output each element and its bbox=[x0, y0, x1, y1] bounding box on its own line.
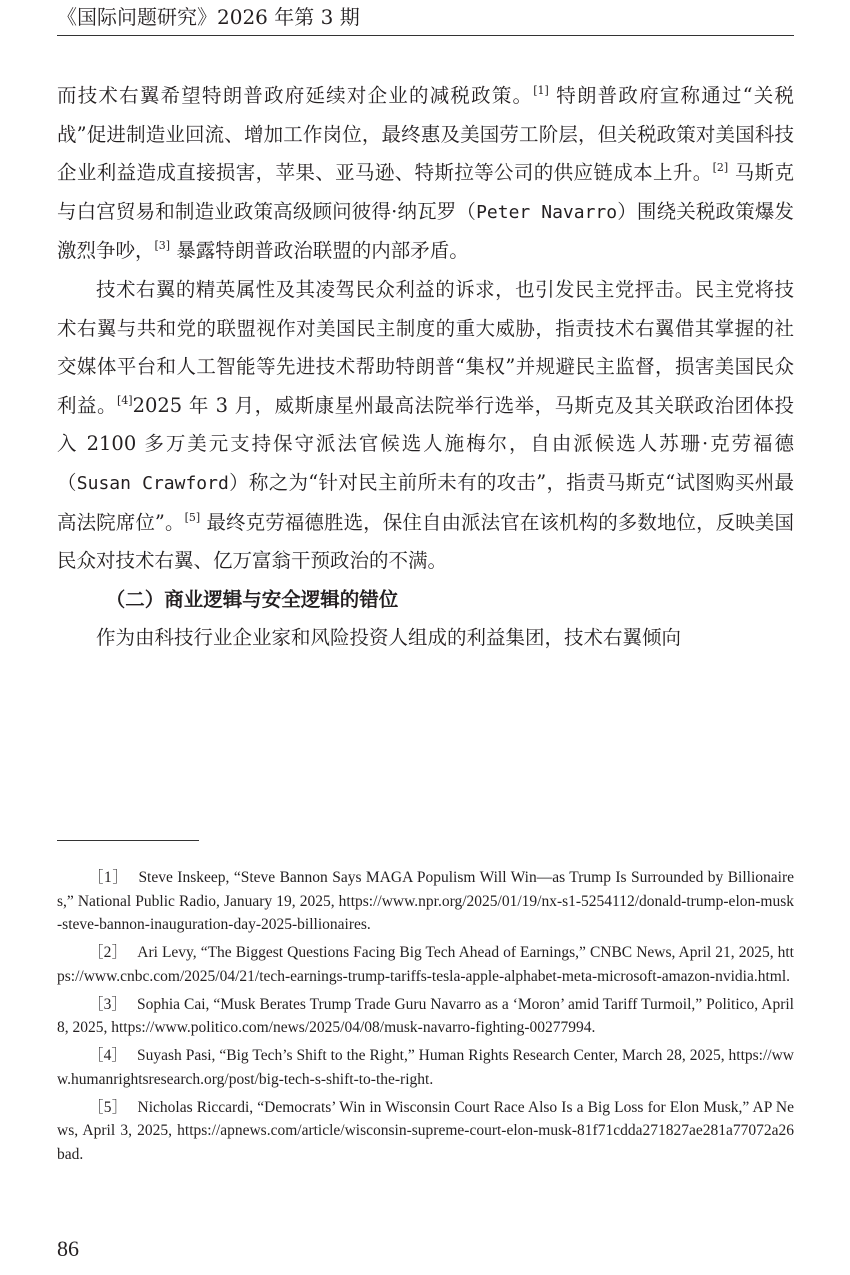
section-heading: （二）商业逻辑与安全逻辑的错位 bbox=[105, 587, 399, 611]
paragraph-3: 作为由科技行业企业家和风险投资人组成的利益集团，技术右翼倾向 bbox=[96, 626, 682, 650]
footnote-ref-5[interactable]: [5] bbox=[184, 510, 201, 524]
footnotes bbox=[57, 866, 794, 1171]
footnote-ref-4[interactable]: [4] bbox=[116, 393, 133, 407]
footnote-4: ［4］ Suyash Pasi, “Big Tech’s Shift to the Right,” Human Rights Research Center, March 28, 2025, https://www.humanrightsresearch.org/post/big-tech-s-shift-to-the-right. bbox=[57, 1047, 794, 1088]
footnote-3: ［3］ Sophia Cai, “Musk Berates Trump Trade Guru Navarro as a ‘Moron’ amid Tariff Turmoil,” Politico, April 8, 2025, https://www.politico.com/news/2025/04/08/musk-navarro-fighting-00277994. bbox=[57, 995, 794, 1036]
paragraph-1: 而技术右翼希望特朗普政府延续对企业的减税政策。[1] 特朗普政府宣称通过“关税战”促进制造业回流、增加工作岗位，最终惠及美国劳工阶层，但关税政策对美国科技企业利益造成直接损害，苹果、亚马逊、特斯拉等公司的供应链成本上升。[2] 马斯克与白宫贸易和制造业政策高级顾问彼得·纳瓦罗（Peter Navarro）围绕关税政策爆发激烈争吵，[3] 暴露特朗普政治联盟的内部矛盾。 bbox=[57, 84, 794, 263]
footnote-separator bbox=[57, 840, 199, 841]
footnote-1: ［1］ Steve Inskeep, “Steve Bannon Says MAGA Populism Will Win—as Trump Is Surrounded by Billionaires,” National Public Radio, January 19, 2025, https://www.npr.org/2025/01/19/nx-s1-5254112/donald-trump-elon-musk-steve-bannon-inauguration-day-2025-billionaires. bbox=[57, 869, 794, 933]
page-number: 86 bbox=[57, 1236, 79, 1261]
footnote-ref-1[interactable]: [1] bbox=[533, 84, 549, 97]
running-header bbox=[57, 2, 794, 36]
article-body bbox=[57, 77, 794, 658]
footnote-2: ［2］ Ari Levy, “The Biggest Questions Facing Big Tech Ahead of Earnings,” CNBC News, April 21, 2025, https://www.cnbc.com/2025/04/21/tech-earnings-trump-tariffs-tesla-apple-alphabet-meta-microsoft-amazon-nvidia.html. bbox=[57, 944, 794, 985]
footnote-5: ［5］ Nicholas Riccardi, “Democrats’ Win in Wisconsin Court Race Also Is a Big Loss for Elon Musk,” AP News, April 3, 2025, https://apnews.com/article/wisconsin-supreme-court-elon-musk-81f71cdda271827ae281a77072a26bad. bbox=[57, 1098, 794, 1163]
journal-issue-title: 《国际问题研究》2026 年第 3 期 bbox=[57, 5, 360, 29]
footnote-ref-2[interactable]: [2] bbox=[712, 161, 729, 175]
paragraph-2: 技术右翼的精英属性及其凌驾民众利益的诉求，也引发民主党抨击。民主党将技术右翼与共和党的联盟视作对美国民主制度的重大威胁，指责技术右翼借其掌握的社交媒体平台和人工智能等先进技术帮助特朗普“集权”并规避民主监督，损害美国民众利益。[4]2025 年 3 月，威斯康星州最高法院举行选举，马斯克及其关联政治团体投入 2100 多万美元支持保守派法官候选人施梅尔，自由派候选人苏珊·克劳福德（Susan Crawford）称之为“针对民主前所未有的攻击”，指责马斯克“试图购买州最高法院席位”。[5] 最终克劳福德胜选，保住自由派法官在该机构的多数地位，反映美国民众对技术右翼、亿万富翁干预政治的不满。 bbox=[57, 277, 794, 573]
footnote-ref-3[interactable]: [3] bbox=[154, 239, 171, 253]
